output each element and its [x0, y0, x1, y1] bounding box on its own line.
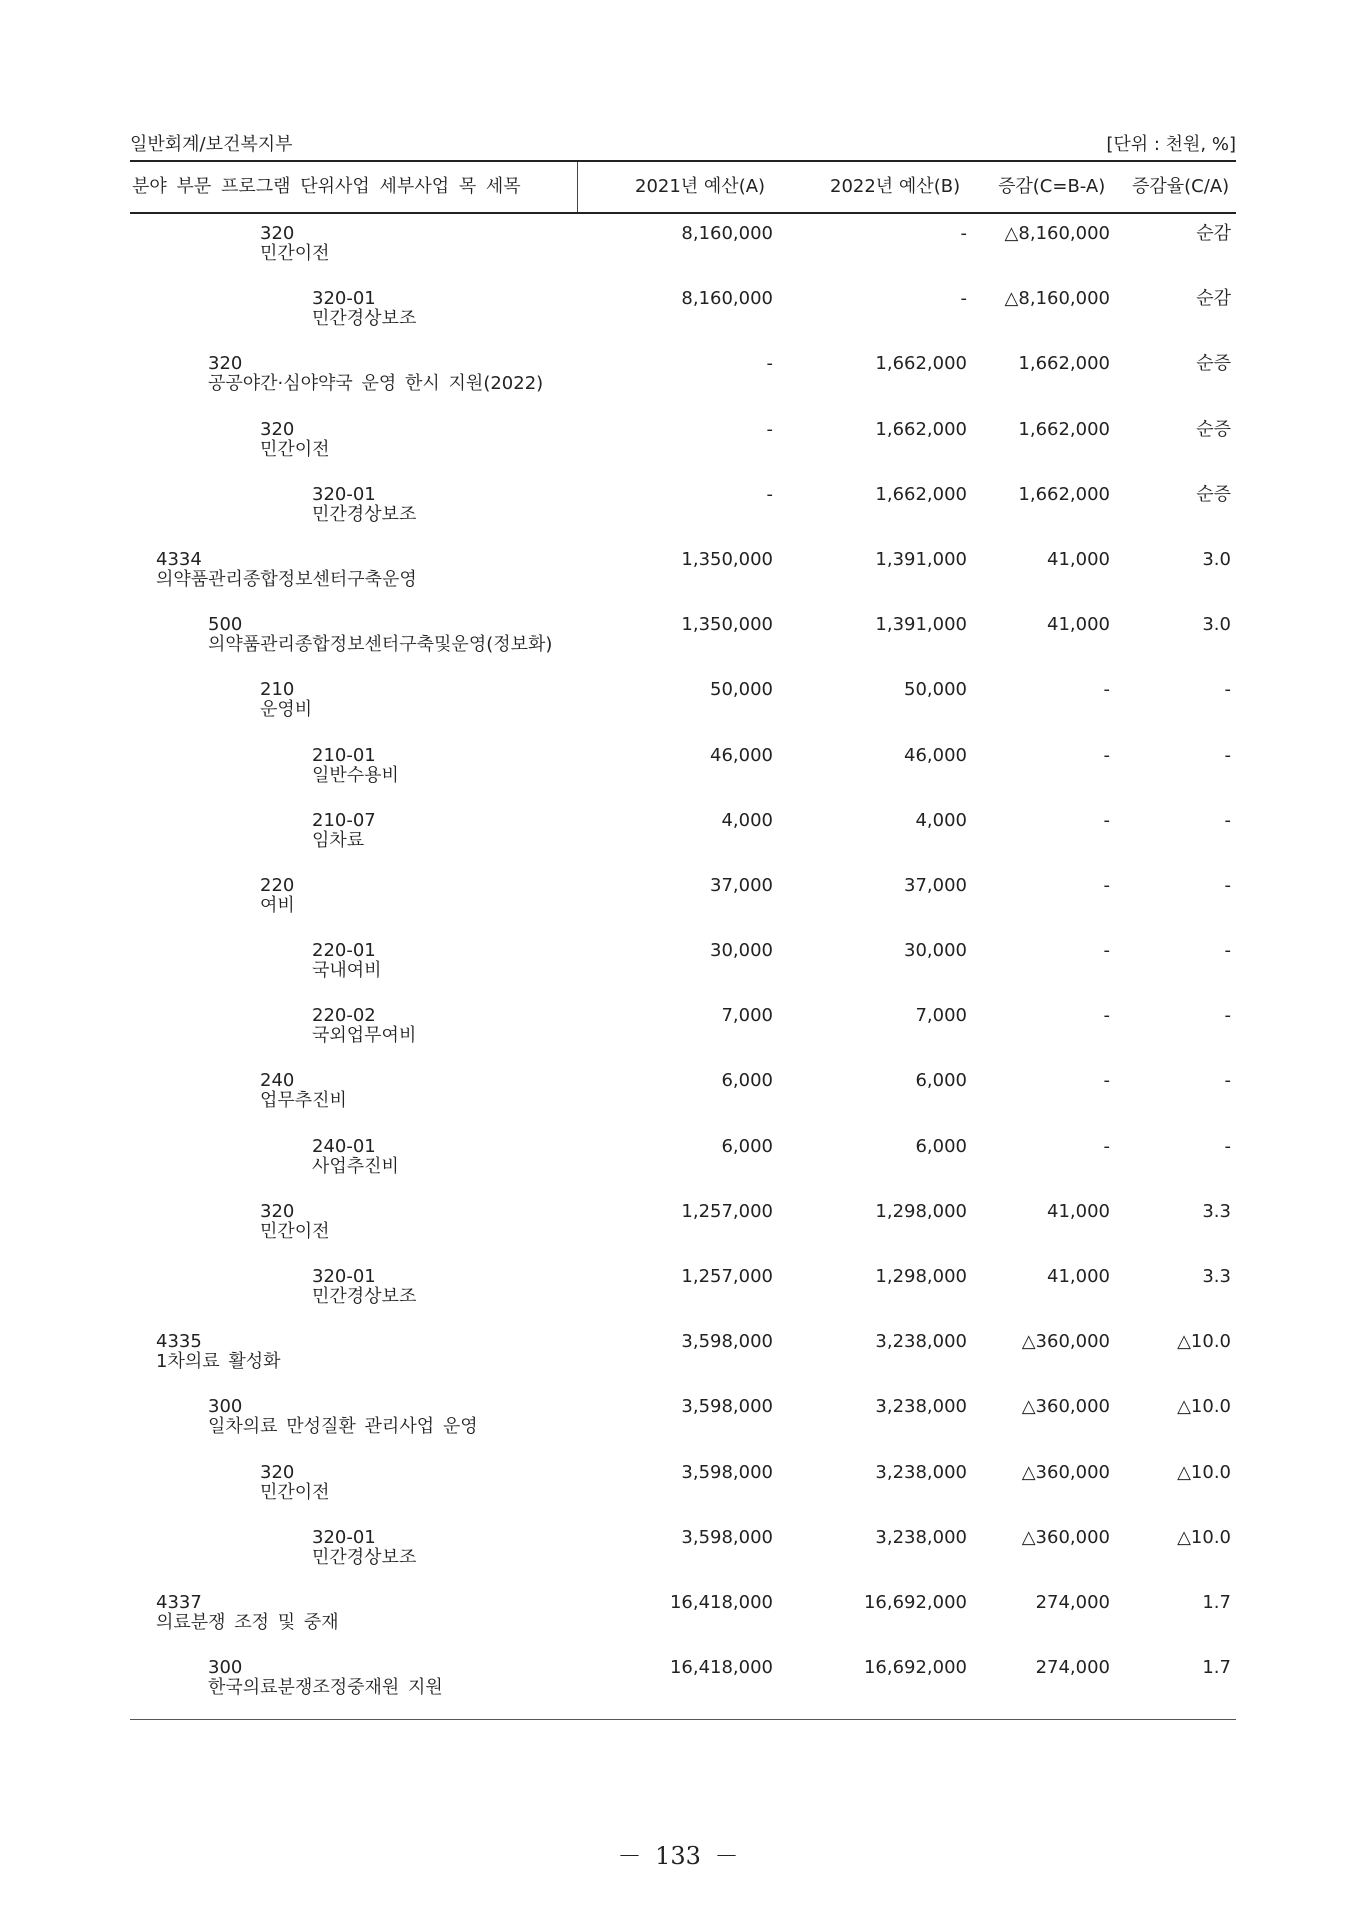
row-budget-2022: 16,692,000 [863, 1591, 967, 1613]
row-budget-2021: 1,257,000 [681, 1266, 773, 1287]
row-budget-2021: 8,160,000 [681, 223, 773, 244]
table-row [130, 344, 1236, 409]
row-code: 320 [208, 353, 243, 375]
row-difference: 1,662,000 [1018, 353, 1110, 375]
row-budget-2022: 30,000 [904, 940, 967, 962]
table-row [130, 540, 1236, 605]
row-difference: 41,000 [1047, 548, 1110, 570]
table-row [130, 410, 1236, 475]
row-difference: △360,000 [1021, 1526, 1110, 1548]
row-name: 의약품관리종합정보센터구축운영 [156, 568, 417, 590]
row-budget-2022: 46,000 [904, 744, 967, 766]
row-budget-2021: 46,000 [710, 744, 773, 766]
table-row [130, 1257, 1236, 1322]
row-budget-2021: 1,350,000 [681, 548, 773, 570]
header-rate: 증감율(C/A) [1132, 176, 1230, 197]
row-name: 사업추진비 [312, 1155, 399, 1177]
row-name: 국내여비 [312, 960, 382, 982]
row-budget-2022: 1,298,000 [875, 1266, 967, 1287]
row-rate: - [1224, 1070, 1231, 1092]
row-rate: 순증 [1196, 353, 1231, 375]
row-budget-2022: 1,298,000 [875, 1200, 967, 1222]
row-rate: - [1224, 679, 1231, 701]
row-rate: 순감 [1196, 223, 1231, 244]
row-name: 민간경상보조 [312, 1286, 417, 1307]
row-difference: - [1103, 1005, 1110, 1027]
table-body [130, 214, 1236, 1713]
row-code: 320 [260, 1461, 295, 1483]
row-rate: - [1224, 940, 1231, 962]
row-name: 일차의료 만성질환 관리사업 운영 [208, 1416, 478, 1438]
row-rate: - [1224, 874, 1231, 896]
row-difference: - [1103, 1135, 1110, 1157]
table-row [130, 1648, 1236, 1713]
row-rate: △10.0 [1177, 1526, 1231, 1548]
account-title: 일반회계/보건복지부 [130, 134, 293, 155]
table-row [130, 1061, 1236, 1126]
row-name: 민간이전 [260, 1481, 330, 1503]
row-name: 여비 [260, 894, 295, 916]
row-difference: 274,000 [1035, 1591, 1110, 1613]
row-name: 민간경상보조 [312, 1546, 417, 1568]
row-name: 의료분쟁 조정 및 중재 [156, 1611, 339, 1633]
row-difference: △360,000 [1021, 1396, 1110, 1418]
header-budget-2022: 2022년 예산(B) [830, 176, 961, 197]
row-budget-2021: - [766, 483, 773, 505]
row-code: 210-07 [312, 809, 376, 831]
row-difference: △360,000 [1021, 1331, 1110, 1353]
row-budget-2021: - [766, 418, 773, 440]
row-rate: 1.7 [1202, 1657, 1231, 1679]
table-row [130, 1518, 1236, 1583]
row-code: 320-01 [312, 483, 376, 505]
row-code: 320-01 [312, 1266, 376, 1287]
row-name: 운영비 [260, 699, 313, 721]
table-row [130, 670, 1236, 735]
row-rate: 순감 [1196, 288, 1231, 310]
row-code: 220 [260, 874, 295, 896]
row-code: 4337 [156, 1591, 202, 1613]
row-budget-2021: 3,598,000 [681, 1526, 773, 1548]
row-code: 300 [208, 1657, 243, 1679]
row-difference: - [1103, 809, 1110, 831]
row-code: 220-02 [312, 1005, 376, 1027]
row-name: 민간경상보조 [312, 308, 417, 330]
table-row [130, 996, 1236, 1061]
row-name: 1차의료 활성화 [156, 1351, 281, 1373]
table-row [130, 214, 1236, 279]
row-rate: - [1224, 1005, 1231, 1027]
row-budget-2021: 30,000 [710, 940, 773, 962]
row-budget-2022: 1,662,000 [875, 418, 967, 440]
row-code: 4334 [156, 548, 202, 570]
row-budget-2021: 16,418,000 [669, 1591, 773, 1613]
table-row [130, 931, 1236, 996]
row-rate: 3.3 [1202, 1266, 1231, 1287]
row-budget-2021: 4,000 [721, 809, 773, 831]
row-difference: 274,000 [1035, 1657, 1110, 1679]
page-number: － 133 － [617, 1842, 739, 1870]
table-row [130, 866, 1236, 931]
row-budget-2022: 37,000 [904, 874, 967, 896]
row-name: 민간이전 [260, 438, 330, 460]
row-code: 320 [260, 1200, 295, 1222]
table-row [130, 279, 1236, 344]
row-budget-2022: 3,238,000 [875, 1526, 967, 1548]
table-row [130, 1453, 1236, 1518]
row-difference: △8,160,000 [1004, 288, 1110, 310]
row-difference: - [1103, 1070, 1110, 1092]
row-name: 공공야간·심야약국 운영 한시 지원(2022) [208, 373, 544, 395]
row-budget-2022: - [960, 223, 967, 244]
row-difference: 41,000 [1047, 614, 1110, 636]
row-name: 민간이전 [260, 243, 330, 264]
row-budget-2022: 16,692,000 [863, 1657, 967, 1679]
row-budget-2021: 6,000 [721, 1135, 773, 1157]
row-rate: 3.0 [1202, 614, 1231, 636]
table-row [130, 801, 1236, 866]
row-name: 업무추진비 [260, 1090, 347, 1112]
row-code: 210 [260, 679, 295, 701]
row-rate: - [1224, 744, 1231, 766]
row-budget-2021: 6,000 [721, 1070, 773, 1092]
row-budget-2021: 37,000 [710, 874, 773, 896]
row-budget-2022: 3,238,000 [875, 1461, 967, 1483]
row-budget-2021: 8,160,000 [681, 288, 773, 310]
row-difference: - [1103, 744, 1110, 766]
header-budget-2021: 2021년 예산(A) [635, 176, 766, 197]
row-name: 민간경상보조 [312, 503, 417, 525]
row-code: 240 [260, 1070, 295, 1092]
row-budget-2022: 6,000 [915, 1070, 967, 1092]
row-budget-2022: 4,000 [915, 809, 967, 831]
row-budget-2022: 3,238,000 [875, 1331, 967, 1353]
row-difference: - [1103, 940, 1110, 962]
row-code: 220-01 [312, 940, 376, 962]
row-budget-2021: 16,418,000 [669, 1657, 773, 1679]
header-divider [577, 162, 578, 212]
row-difference: △360,000 [1021, 1461, 1110, 1483]
row-rate: △10.0 [1177, 1331, 1231, 1353]
row-difference: - [1103, 874, 1110, 896]
row-name: 한국의료분쟁조정중재원 지원 [208, 1677, 443, 1699]
table-row [130, 736, 1236, 801]
row-difference: 41,000 [1047, 1266, 1110, 1287]
row-rate: △10.0 [1177, 1396, 1231, 1418]
row-code: 4335 [156, 1331, 202, 1353]
row-budget-2021: 3,598,000 [681, 1331, 773, 1353]
row-rate: 1.7 [1202, 1591, 1231, 1613]
row-budget-2021: 50,000 [710, 679, 773, 701]
row-name: 민간이전 [260, 1220, 330, 1242]
row-budget-2021: 1,350,000 [681, 614, 773, 636]
table-row [130, 1387, 1236, 1452]
row-code: 240-01 [312, 1135, 376, 1157]
row-code: 320-01 [312, 288, 376, 310]
header-hierarchy: 분야 부문 프로그램 단위사업 세부사업 목 세목 [132, 176, 521, 197]
table-row [130, 475, 1236, 540]
row-code: 320 [260, 418, 295, 440]
row-rate: - [1224, 1135, 1231, 1157]
row-budget-2021: 1,257,000 [681, 1200, 773, 1222]
row-rate: 순증 [1196, 483, 1231, 505]
row-code: 500 [208, 614, 243, 636]
row-budget-2022: - [960, 288, 967, 310]
budget-page [130, 130, 1236, 1720]
row-rate: - [1224, 809, 1231, 831]
row-name: 일반수용비 [312, 764, 399, 786]
table-row [130, 605, 1236, 670]
table-row [130, 1322, 1236, 1387]
header-difference: 증감(C=B-A) [998, 176, 1106, 197]
row-budget-2021: 3,598,000 [681, 1396, 773, 1418]
row-budget-2021: 7,000 [721, 1005, 773, 1027]
row-code: 300 [208, 1396, 243, 1418]
row-difference: 1,662,000 [1018, 418, 1110, 440]
row-budget-2022: 1,662,000 [875, 483, 967, 505]
row-budget-2022: 1,662,000 [875, 353, 967, 375]
row-name: 국외업무여비 [312, 1025, 417, 1047]
row-budget-2022: 1,391,000 [875, 614, 967, 636]
row-rate: 순증 [1196, 418, 1231, 440]
row-name: 임차료 [312, 829, 365, 851]
unit-label: [단위 : 천원, %] [1106, 134, 1236, 155]
row-difference: 1,662,000 [1018, 483, 1110, 505]
row-rate: △10.0 [1177, 1461, 1231, 1483]
table-row [130, 1583, 1236, 1648]
row-budget-2022: 1,391,000 [875, 548, 967, 570]
table-row [130, 1127, 1236, 1192]
row-budget-2022: 6,000 [915, 1135, 967, 1157]
row-budget-2022: 3,238,000 [875, 1396, 967, 1418]
row-rate: 3.0 [1202, 548, 1231, 570]
row-difference: 41,000 [1047, 1200, 1110, 1222]
row-budget-2021: 3,598,000 [681, 1461, 773, 1483]
row-difference: △8,160,000 [1004, 223, 1110, 244]
row-budget-2022: 7,000 [915, 1005, 967, 1027]
table-bottom-rule [130, 1719, 1236, 1720]
table-header [130, 160, 1236, 214]
row-difference: - [1103, 679, 1110, 701]
row-budget-2022: 50,000 [904, 679, 967, 701]
row-code: 320-01 [312, 1526, 376, 1548]
table-caption-row [130, 130, 1236, 160]
table-row [130, 1192, 1236, 1257]
row-name: 의약품관리종합정보센터구축및운영(정보화) [208, 634, 553, 656]
row-code: 210-01 [312, 744, 376, 766]
row-budget-2021: - [766, 353, 773, 375]
row-code: 320 [260, 223, 295, 244]
row-rate: 3.3 [1202, 1200, 1231, 1222]
